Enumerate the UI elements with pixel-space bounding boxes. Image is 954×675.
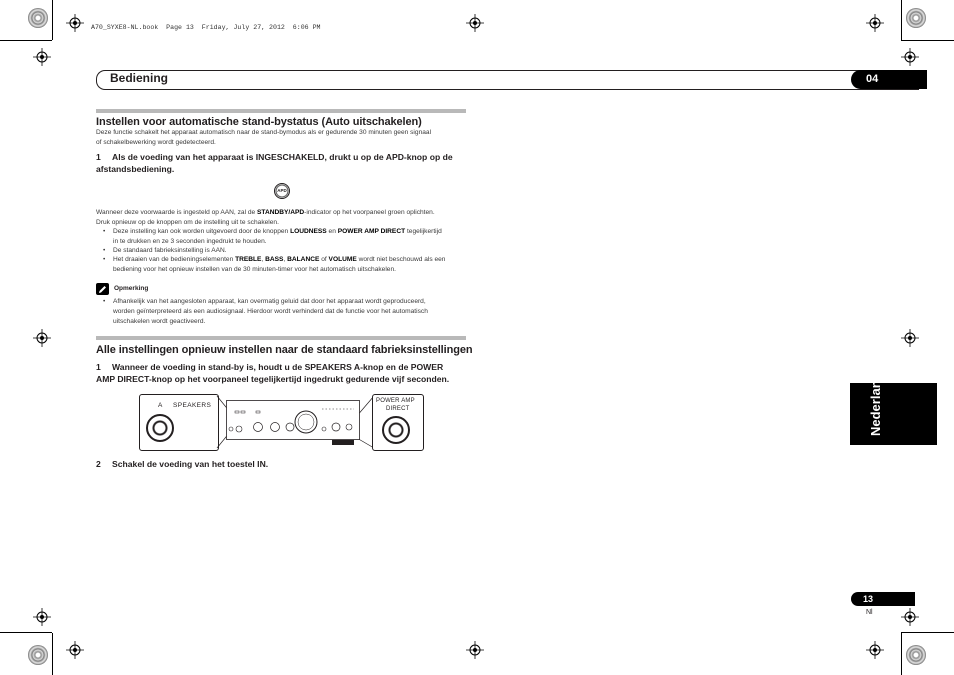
registration-mark-icon (901, 329, 919, 347)
power-amp-direct-button-icon (382, 416, 410, 444)
page-language: Nl (866, 609, 873, 616)
speakers-a-button-icon (146, 414, 174, 442)
crop-mark (0, 632, 52, 633)
note-item: • Afhankelijk van het aangesloten apparaat, kan overmatig geluid dat door het apparaat wordt geproduceerd, worden geïnterpreteerd als een audiosignaal. Hierdoor wordt verhinderd dat de functie voor het automatisch uitschakelen wordt geactiveerd. (103, 298, 428, 325)
step-number: 1 (96, 152, 101, 162)
language-tab (850, 383, 937, 445)
page-title: Bediening (110, 71, 169, 85)
crop-mark (0, 40, 52, 41)
crop-mark (901, 633, 902, 675)
section-title: Alle instellingen opnieuw instellen naar de standaard fabrieksinstellingen (96, 344, 473, 356)
registration-mark-icon (33, 329, 51, 347)
amplifier-front-panel-icon (226, 400, 360, 452)
crop-mark (901, 40, 954, 41)
section-rule (96, 109, 466, 113)
registration-mark-icon (901, 608, 919, 626)
speakers-label: SPEAKERS (173, 402, 212, 409)
registration-mark-icon (66, 641, 84, 659)
registration-mark-icon (866, 641, 884, 659)
crop-mark (901, 632, 954, 633)
chapter-tab: 04 (851, 70, 927, 89)
registration-mark-icon (466, 641, 484, 659)
registration-mark-icon (33, 608, 51, 626)
registration-mark-icon (66, 14, 84, 32)
after-text: Wanneer deze voorwaarde is ingesteld op AAN, zal de STANDBY/APD-indicator op het voorpaneel groen oplichten. Druk opnieuw op de knoppen om de instelling uit te schakelen. (96, 209, 435, 226)
crop-mark (52, 0, 53, 40)
section-title: Instellen voor automatische stand-bystatus (Auto uitschakelen) (96, 116, 422, 128)
list-item: • De standaard fabrieksinstelling is AAN. (103, 247, 227, 254)
print-disc-icon (906, 645, 926, 665)
registration-mark-icon (466, 14, 484, 32)
apd-button-icon: APD (274, 183, 290, 199)
registration-mark-icon (33, 48, 51, 66)
step-number: 1 (96, 362, 101, 372)
direct-label: DIRECT (386, 406, 410, 412)
print-disc-icon (28, 8, 48, 28)
step-1: 1 Als de voeding van het apparaat is INGESCHAKELD, drukt u op de APD-knop op de afstandsbediening. (96, 152, 453, 174)
print-disc-icon (906, 8, 926, 28)
crop-mark (901, 0, 902, 40)
step-number: 2 (96, 459, 101, 469)
print-disc-icon (28, 645, 48, 665)
note-pencil-icon (96, 283, 109, 295)
crop-mark (52, 633, 53, 675)
language-tab-label: Nederlands (868, 365, 883, 436)
page-number: 13 (851, 592, 915, 606)
list-item: • Het draaien van de bedieningselementen TREBLE, BASS, BALANCE of VOLUME wordt niet beschouwd als een bediening voor het opnieuw instellen van de 30 minuten-timer voor het automatisch uitschakelen. (103, 256, 446, 273)
list-item: • Deze instelling kan ook worden uitgevoerd door de knoppen LOUDNESS en POWER AMP DIRECT tegelijkertijd in te drukken en ze 3 seconden ingedrukt te houden. (103, 228, 442, 245)
header-bar (96, 70, 919, 90)
note-label: Opmerking (114, 285, 149, 292)
print-header: A70_SYXE8-NL.book Page 13 Friday, July 27, 2012 6:06 PM (91, 24, 321, 31)
speakers-a-label: A (158, 402, 163, 409)
step-2: 2 Schakel de voeding van het toestel IN. (96, 459, 269, 469)
power-amp-label: POWER AMP (376, 398, 415, 404)
intro-text: Deze functie schakelt het apparaat automatisch naar de stand-bymodus als er gedurende 30 minuten geen signaal of schakelbewerking wordt gedetecteerd. (96, 129, 432, 146)
registration-mark-icon (866, 14, 884, 32)
step-1: 1 Wanneer de voeding in stand-by is, houdt u de SPEAKERS A-knop en de POWER AMP DIRECT-knop op het voorpaneel tegelijkertijd ingedrukt gedurende vijf seconden. (96, 362, 450, 384)
section-rule (96, 336, 466, 340)
registration-mark-icon (901, 48, 919, 66)
